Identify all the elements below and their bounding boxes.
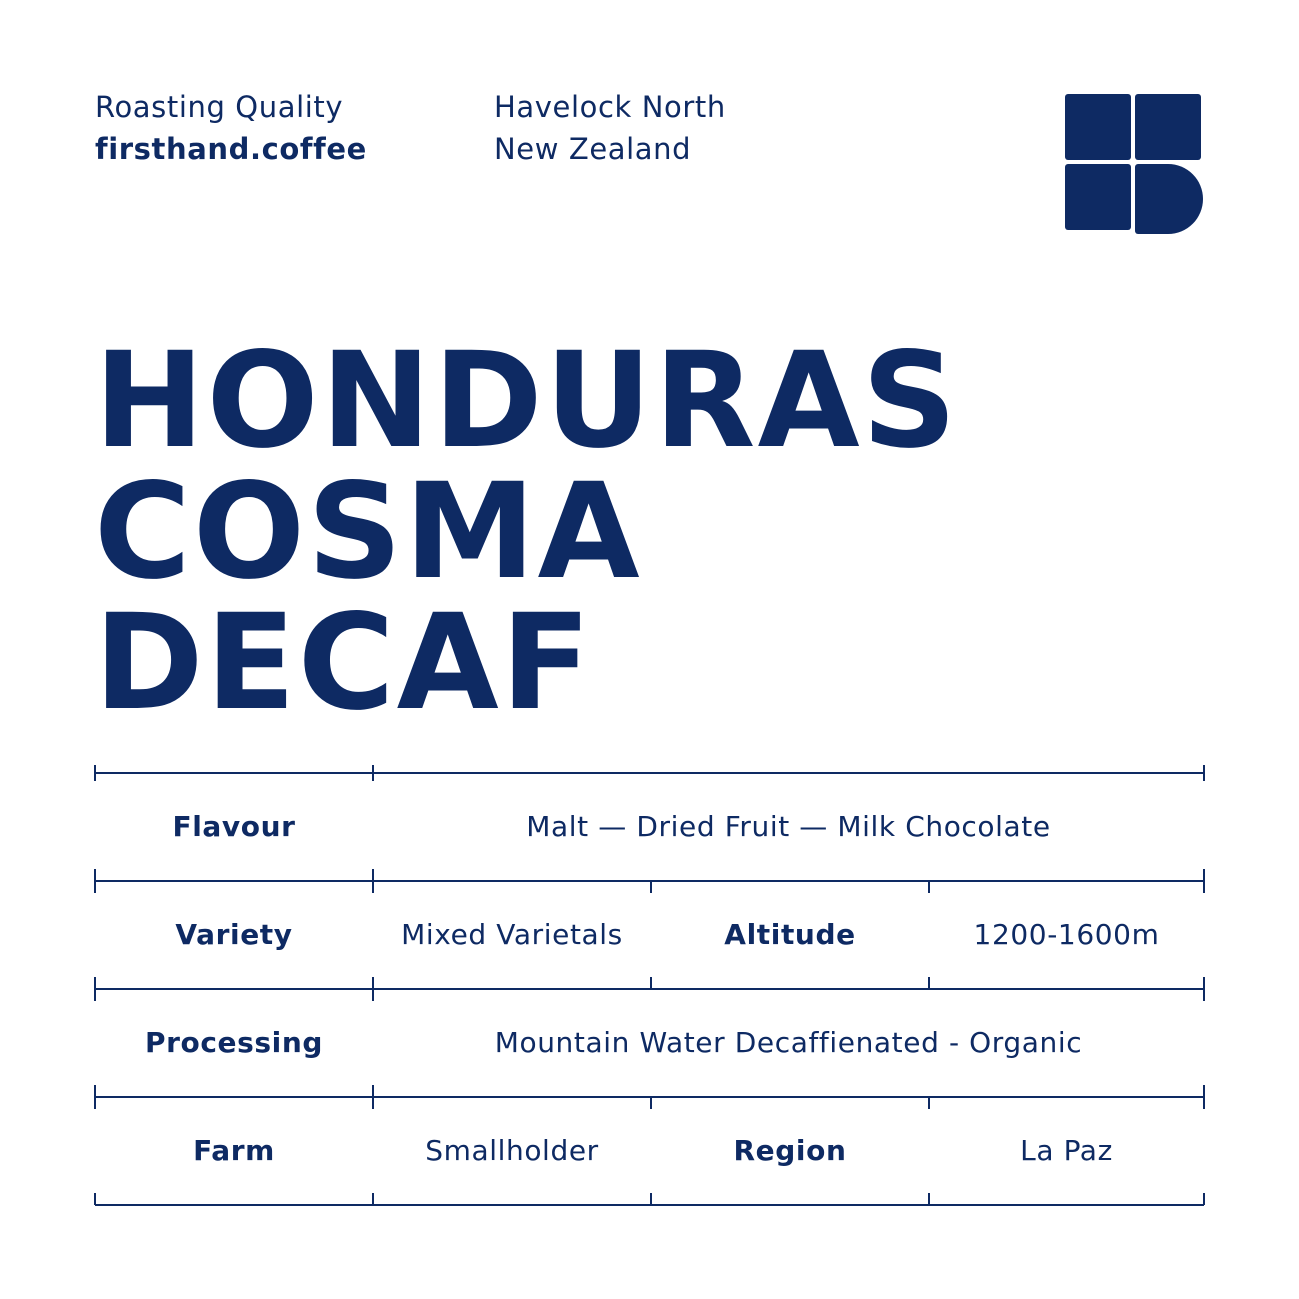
variety-value: Mixed Varietals bbox=[401, 918, 623, 951]
processing-value: Mountain Water Decaffienated - Organic bbox=[494, 1026, 1083, 1059]
location-city: Havelock North bbox=[494, 90, 726, 124]
region-value: La Paz bbox=[1020, 1134, 1113, 1167]
website-link[interactable]: firsthand.coffee bbox=[95, 132, 367, 166]
flavour-value: Malt — Dried Fruit — Milk Chocolate bbox=[526, 810, 1051, 843]
flavour-label: Flavour bbox=[172, 810, 296, 843]
region-label: Region bbox=[733, 1134, 847, 1167]
farm-value: Smallholder bbox=[425, 1134, 599, 1167]
altitude-value: 1200-1600m bbox=[973, 918, 1160, 951]
variety-label: Variety bbox=[175, 918, 293, 951]
title-line-type: DECAF bbox=[94, 586, 593, 740]
tagline: Roasting Quality bbox=[95, 90, 344, 124]
title-line-name: COSMA bbox=[94, 455, 642, 609]
altitude-label: Altitude bbox=[724, 918, 856, 951]
title-line-origin: HONDURAS bbox=[94, 324, 959, 478]
location-country: New Zealand bbox=[494, 132, 692, 166]
processing-label: Processing bbox=[144, 1026, 324, 1059]
farm-label: Farm bbox=[193, 1134, 275, 1167]
